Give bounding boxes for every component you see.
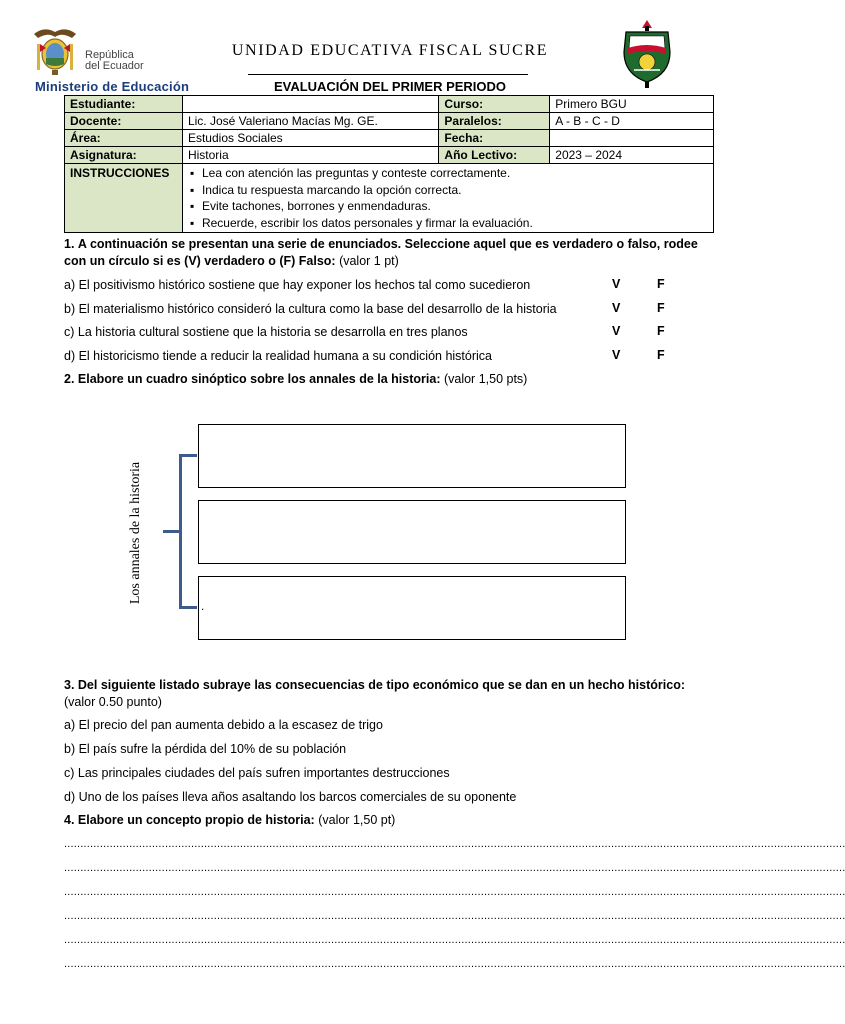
q3-item-c[interactable]: c) Las principales ciudades del país sufren importantes destrucciones: [64, 766, 450, 780]
synoptic-box-1[interactable]: [198, 424, 626, 488]
asignatura-value: Historia: [182, 147, 438, 164]
republica-line2: del Ecuador: [85, 60, 144, 72]
school-crest-icon: [612, 18, 682, 88]
list-item: ▪ Lea con atención las preguntas y conteste correctamente.: [202, 165, 708, 182]
paralelos-label: Paralelos:: [439, 113, 550, 130]
q1-item-a-f-option[interactable]: F: [657, 277, 665, 291]
q1-item-c-f-option[interactable]: F: [657, 324, 665, 338]
ecuador-coat-of-arms-icon: [32, 26, 78, 76]
answer-line[interactable]: ................................................................................................................................................................................................................................................: [64, 958, 845, 970]
question-3-text: 3. Del siguiente listado subraye las consecuencias de tipo económico que se dan en un hecho histórico:: [64, 678, 685, 692]
fecha-label: Fecha:: [439, 130, 550, 147]
question-1-number: 1.: [64, 237, 75, 251]
question-1-prompt: [64, 236, 716, 270]
area-value: Estudios Sociales: [182, 130, 438, 147]
table-row: [65, 130, 714, 147]
box-3-mark: .: [201, 599, 205, 613]
q1-item-a: a) El positivismo histórico sostiene que hay exponer los hechos tal como sucedieron: [64, 278, 531, 292]
list-item: ▪ Evite tachones, borrones y enmendaduras.: [202, 198, 708, 215]
estudiante-label: Estudiante:: [65, 96, 183, 113]
q1-item-b: b) El materialismo histórico consideró la cultura como la base del desarrollo de la historia: [64, 302, 557, 316]
q1-item-d: d) El historicismo tiende a reducir la realidad humana a su condición histórica: [64, 349, 492, 363]
question-2-text: 2. Elabore un cuadro sinóptico sobre los annales de la historia:: [64, 372, 441, 386]
list-item: ▪ Recuerde, escribir los datos personales y firmar la evaluación.: [202, 215, 708, 232]
anio-lectivo-label: Año Lectivo:: [439, 147, 550, 164]
docente-label: Docente:: [65, 113, 183, 130]
instrucciones-label: INSTRUCCIONES: [65, 164, 183, 233]
title-underline: [248, 74, 528, 75]
q3-item-a[interactable]: a) El precio del pan aumenta debido a la escasez de trigo: [64, 718, 383, 732]
student-info-table: [64, 95, 714, 233]
docente-value: Lic. José Valeriano Macías Mg. GE.: [182, 113, 438, 130]
q1-item-c-v-option[interactable]: V: [612, 324, 621, 338]
synoptic-brace-top: [179, 454, 197, 457]
question-1-value: (valor 1 pt): [339, 254, 399, 268]
synoptic-box-3[interactable]: [198, 576, 626, 640]
q3-item-b[interactable]: b) El país sufre la pérdida del 10% de su población: [64, 742, 347, 756]
question-3-value: (valor 0.50 punto): [64, 695, 162, 709]
question-3-prompt: [64, 677, 716, 711]
republica-text: [85, 50, 144, 72]
synoptic-brace-stem: [163, 530, 182, 533]
q3-item-d[interactable]: d) Uno de los países lleva años asaltando los barcos comerciales de su oponente: [64, 790, 517, 804]
synoptic-brace-bottom: [179, 606, 197, 609]
instrucciones-list: [188, 164, 708, 232]
anio-lectivo-value: 2023 – 2024: [550, 147, 714, 164]
q1-item-c: c) La historia cultural sostiene que la historia se desarrolla en tres planos: [64, 325, 468, 339]
evaluation-title: EVALUACIÓN DEL PRIMER PERIODO: [273, 79, 507, 94]
asignatura-label: Asignatura:: [65, 147, 183, 164]
q1-item-d-f-option[interactable]: F: [657, 348, 665, 362]
q1-item-a-v-option[interactable]: V: [612, 277, 621, 291]
school-title: UNIDAD EDUCATIVA FISCAL SUCRE: [231, 42, 549, 59]
estudiante-field[interactable]: [182, 96, 438, 113]
list-item: ▪ Indica tu respuesta marcando la opción correcta.: [202, 182, 708, 199]
synoptic-chart-label: [126, 455, 146, 610]
question-4-prompt: [64, 812, 716, 829]
question-1-text: A continuación se presentan una serie de enunciados. Seleccione aquel que es verdadero o falso, rodee con un círculo si es (V) verdadero o (F) Falso:: [64, 237, 698, 268]
curso-value: Primero BGU: [550, 96, 714, 113]
table-row: [65, 96, 714, 113]
answer-line[interactable]: ................................................................................................................................................................................................................................................: [64, 886, 845, 898]
paralelos-value: A - B - C - D: [550, 113, 714, 130]
question-4-text: 4. Elabore un concepto propio de historia:: [64, 813, 315, 827]
fecha-field[interactable]: [550, 130, 714, 147]
answer-line[interactable]: ................................................................................................................................................................................................................................................: [64, 910, 845, 922]
curso-label: Curso:: [439, 96, 550, 113]
answer-line[interactable]: ................................................................................................................................................................................................................................................: [64, 862, 845, 874]
question-2-prompt: [64, 371, 716, 388]
q1-item-d-v-option[interactable]: V: [612, 348, 621, 362]
question-4-value: (valor 1,50 pt): [318, 813, 396, 827]
answer-line[interactable]: ................................................................................................................................................................................................................................................: [64, 838, 845, 850]
instrucciones-cell: [182, 164, 713, 233]
q1-item-b-f-option[interactable]: F: [657, 301, 665, 315]
republica-line1: República: [85, 49, 134, 61]
synoptic-chart-label-text: Los annales de la historia: [128, 461, 143, 604]
question-2-value: (valor 1,50 pts): [443, 372, 528, 386]
answer-line[interactable]: ................................................................................................................................................................................................................................................: [64, 934, 845, 946]
ministerio-name: Ministerio de Educación: [35, 79, 190, 94]
area-label: Área:: [65, 130, 183, 147]
table-row: [65, 113, 714, 130]
synoptic-box-2[interactable]: [198, 500, 626, 564]
table-row: [65, 147, 714, 164]
table-row: [65, 164, 714, 233]
q1-item-b-v-option[interactable]: V: [612, 301, 621, 315]
